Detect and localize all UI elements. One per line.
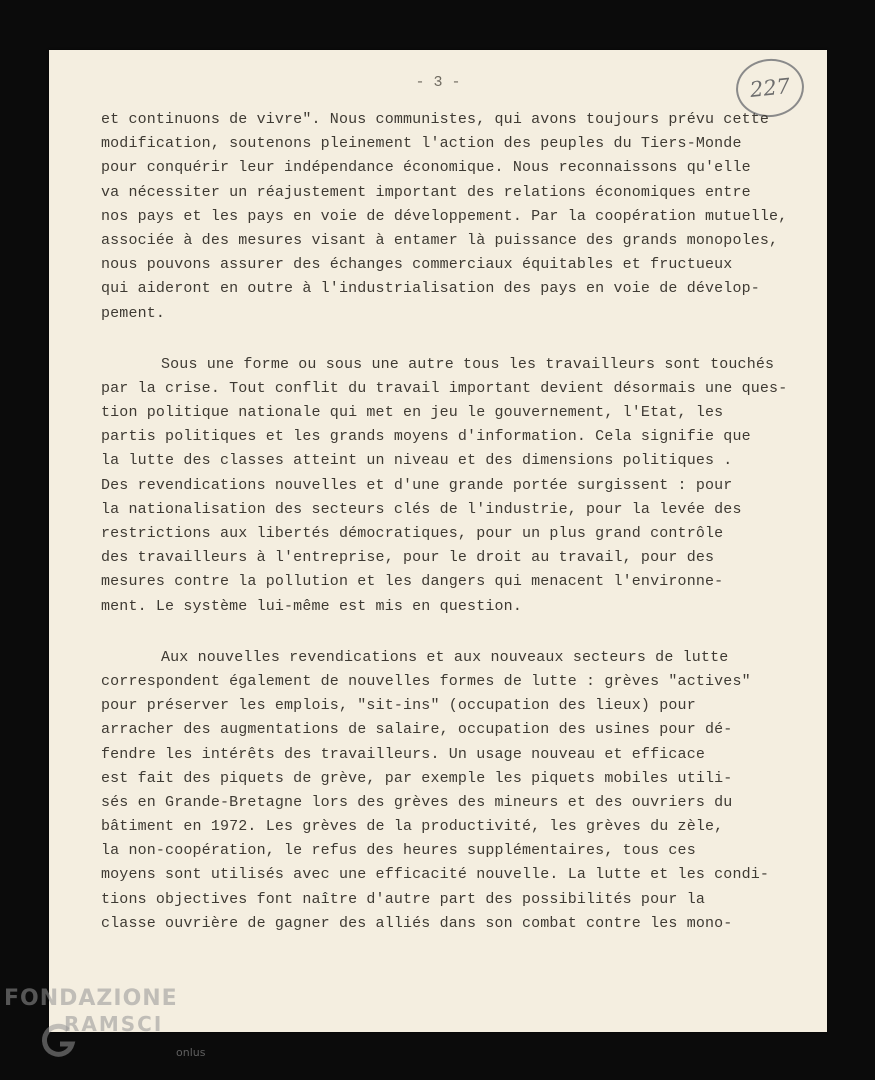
text-line: tion politique nationale qui met en jeu le gouvernement, l'Etat, les <box>101 404 724 422</box>
text-line: restrictions aux libertés démocratiques, pour un plus grand contrôle <box>101 525 724 542</box>
text-line: pement. <box>101 304 166 322</box>
text-line: correspondent également de nouvelles formes de lutte : grèves "actives" <box>101 672 751 690</box>
text-line: fendre les intérêts des travailleurs. Un usage nouveau et efficace <box>101 745 705 763</box>
archive-number-stamp: 227 <box>733 56 807 121</box>
text-line: arracher des augmentations de salaire, occupation des usines pour dé- <box>101 721 733 739</box>
text-line: des travailleurs à l'entreprise, pour le droit au travail, pour des <box>101 549 715 567</box>
text-line: associée à des mesures visant à entamer là puissance des grands monopoles, <box>101 231 779 249</box>
text-line: classe ouvrière de gagner des alliés dans son combat contre les mono- <box>101 914 733 932</box>
watermark-suffix: onlus <box>176 1046 206 1059</box>
text-line: ment. Le système lui-même est mis en question. <box>101 597 522 615</box>
text-line: partis politiques et les grands moyens d'information. Cela signifie que <box>101 428 751 446</box>
text-line: Des revendications nouvelles et d'une grande portée surgissent : pour <box>101 476 733 494</box>
text-line: sés en Grande-Bretagne lors des grèves des mineurs et des ouvriers du <box>101 793 733 811</box>
watermark-line1: FONDAZIONE <box>4 986 178 1011</box>
document-body <box>101 108 801 936</box>
text-line: mesures contre la pollution et les dangers qui menacent l'environne- <box>101 573 724 591</box>
text-line: pour préserver les emplois, "sit-ins" (occupation des lieux) pour <box>101 697 696 715</box>
text-line: qui aideront en outre à l'industrialisation des pays en voie de dévelop- <box>101 280 760 298</box>
fondazione-gramsci-watermark <box>4 986 244 1076</box>
watermark-line2: RAMSCI <box>64 1012 164 1036</box>
text-line: pour conquérir leur indépendance économique. Nous reconnaissons qu'elle <box>101 159 751 177</box>
text-line: modification, soutenons pleinement l'action des peuples du Tiers-Monde <box>101 135 742 153</box>
text-line: nous pouvons assurer des échanges commerciaux équitables et fructueux <box>101 256 733 274</box>
document-page <box>49 50 827 1032</box>
paragraph <box>101 646 801 936</box>
text-line: bâtiment en 1972. Les grèves de la productivité, les grèves du zèle, <box>101 818 724 836</box>
text-line: Aux nouvelles revendications et aux nouveaux secteurs de lutte <box>161 648 729 666</box>
text-line: et continuons de vivre". Nous communistes, qui avons toujours prévu cette <box>101 111 770 128</box>
text-line: par la crise. Tout conflit du travail important devient désormais une ques- <box>101 379 788 397</box>
text-line: est fait des piquets de grève, par exemple les piquets mobiles utili- <box>101 769 733 787</box>
text-line: tions objectives font naître d'autre part des possibilités pour la <box>101 890 705 908</box>
text-line: la lutte des classes atteint un niveau et des dimensions politiques . <box>101 452 733 470</box>
paragraph <box>101 108 801 326</box>
text-line: va nécessiter un réajustement important des relations économiques entre <box>101 183 751 201</box>
text-line: la nationalisation des secteurs clés de l'industrie, pour la levée des <box>101 500 742 518</box>
text-line: Sous une forme ou sous une autre tous les travailleurs sont touchés <box>161 355 775 373</box>
text-line: moyens sont utilisés avec une efficacité nouvelle. La lutte et les condi- <box>101 866 770 884</box>
text-line: nos pays et les pays en voie de développement. Par la coopération mutuelle, <box>101 207 788 225</box>
page-number: - 3 - <box>415 74 461 91</box>
paragraph <box>101 353 801 619</box>
text-line: la non-coopération, le refus des heures supplémentaires, tous ces <box>101 842 696 860</box>
